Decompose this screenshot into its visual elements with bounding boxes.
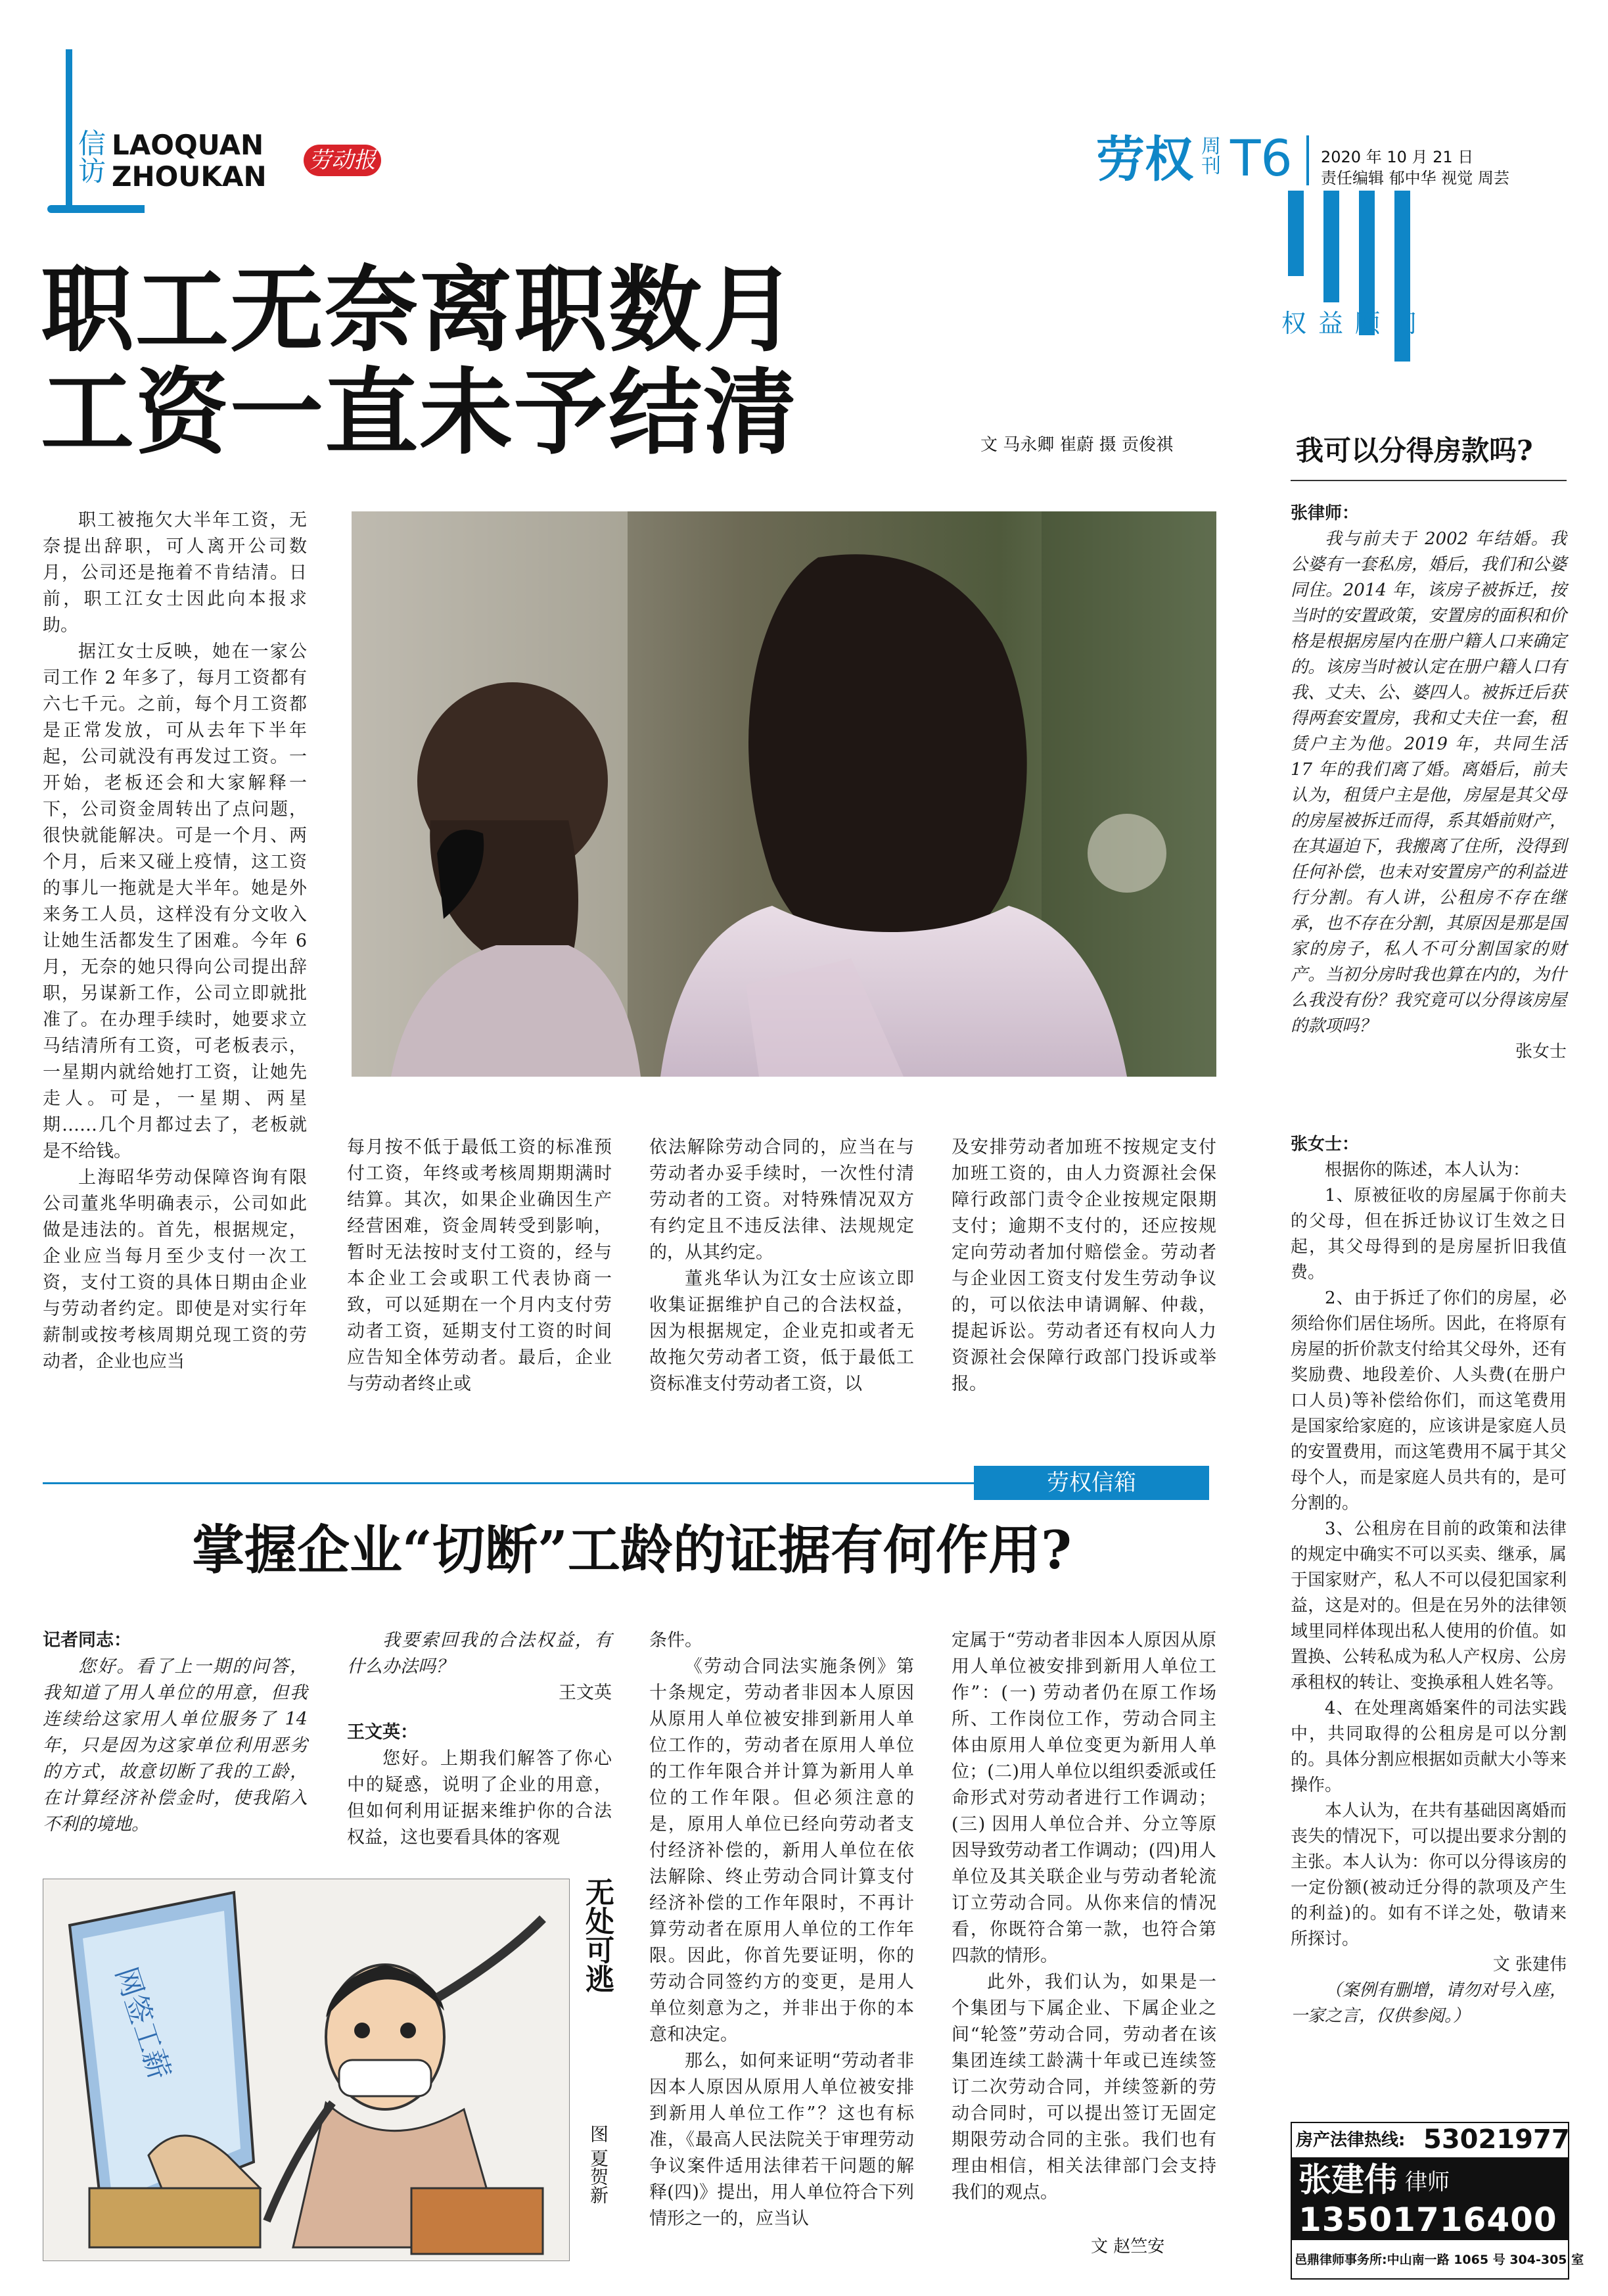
mailbox-col2-reply: 您好。上期我们解答了你心中的疑惑，说明了企业的用意，但如何利用证据来维护你的合法权益，这也要看具体的客观 bbox=[347, 1748, 612, 1848]
mailbox-byline: 文 赵竺安 bbox=[1091, 2237, 1165, 2257]
main-story-col3 bbox=[649, 1135, 914, 1411]
cartoon-illustration bbox=[43, 1879, 569, 2261]
ad-lawyer-name: 张建伟 bbox=[1298, 2160, 1397, 2199]
sidebar-reply-para3: 2、由于拆迁了你们的房屋，必须给你们居住场所。因此，在将原有房屋的折价款支付给其父母外，还有奖励费、地段差价、人头费(在册户口人员)等补偿给你们，而这笔费用是国家给家庭的，应该讲是家庭人员的安置费用，而这笔费用不属于其父母个人，而是家庭人员共有的，是可分割的。 bbox=[1291, 1288, 1567, 1513]
main-col1-para1: 职工被拖欠大半年工资，无奈提出辞职，可人离开公司数月，公司还是拖着不肯结清。日前，职工江女士因此向本报求助。 bbox=[43, 510, 307, 636]
mailbox-col4 bbox=[952, 1628, 1216, 2232]
ad-firm: 邑鼎律师事务所:中山南一路 1065 号 304-305 室 bbox=[1295, 2253, 1584, 2267]
mailbox-col2-letter: 我要索回我的合法权益，有什么办法吗？ bbox=[347, 1630, 612, 1677]
issue-date: 2020 年 10 月 21 日 bbox=[1321, 148, 1474, 166]
ad-hotline: 53021977 bbox=[1423, 2124, 1570, 2155]
mailbox-col1-label: 记者同志： bbox=[43, 1630, 131, 1651]
sidebar-reply bbox=[1291, 1132, 1567, 2092]
mailbox-label: 劳权信箱 bbox=[974, 1466, 1209, 1500]
sidebar-letter bbox=[1291, 501, 1567, 1119]
sidebar-title-rule bbox=[1291, 480, 1567, 481]
page-number: T6 bbox=[1230, 129, 1293, 187]
ad-hotline-label: 房产法律热线: bbox=[1296, 2130, 1406, 2150]
cartoon-screen-text: 网签工薪 bbox=[108, 1963, 177, 2084]
sidebar-reply-para2: 1、原被征收的房屋属于你前夫的父母，但在拆迁协议订生效之日起，其父母得到的是房屋折旧我值费。 bbox=[1291, 1186, 1567, 1282]
paper-logo: 劳动报 bbox=[304, 145, 381, 176]
mailbox-col3-para1: 条件。 bbox=[649, 1630, 702, 1651]
ad-dark-panel bbox=[1292, 2157, 1568, 2240]
mailbox-col3-para2: 《劳动合同法实施条例》第十条规定，劳动者非因本人原因从原用人单位被安排到新用人单位工作的，劳动者在原用人单位的工作年限合并计算为新用人单位的工作年限。但必须注意的是，原用人单位已经向劳动者支付经济补偿的，新用人单位在依法解除、终止劳动合同计算支付经济补偿的工作年限时，不再计算劳动者在原用人单位的工作年限。因此，你首先要证明，你的劳动合同签约方的变更，是用人单位刻意为之，并非出于你的本意和决定。 bbox=[649, 1656, 914, 2045]
masthead-en-top: LAOQUAN bbox=[112, 129, 264, 161]
sidebar-question-title: 我可以分得房款吗? bbox=[1296, 434, 1533, 467]
main-col3-para2: 董兆华认为江女士应该立即收集证据维护自己的合法权益，因为根据规定，企业克扣或者无故拖欠劳动者工资，低于最低工资标准支付劳动者工资，以 bbox=[649, 1269, 914, 1394]
sidebar-reply-label: 张女士： bbox=[1291, 1135, 1360, 1154]
masthead-en-bottom: ZHOUKAN bbox=[112, 160, 267, 193]
sidebar-bar-1 bbox=[1288, 191, 1304, 276]
cartoon-credit: 图 夏贺新 bbox=[587, 2124, 609, 2204]
main-headline-line2: 工资一直未予结清 bbox=[41, 358, 798, 467]
mailbox-col1-letter: 您好。看了上一期的问答，我知道了用人单位的用意，但我连续给这家用人单位服务了 14 年，只是因为这家单位利用恶劣的方式，故意切断了我的工龄，在计算经济补偿金时，使我陷入不利的境地。 bbox=[43, 1656, 308, 1835]
sidebar-letter-text: 我与前夫于 2002 年结婚。我公婆有一套私房，婚后，我们和公婆同住。2014 年，该房子被拆迁，按当时的安置政策，安置房的面积和价格是根据房屋内在册户籍人口来确定的。该房当时被认定在册户籍人口有我、丈夫、公、婆四人。被拆迁后获得两套安置房，我和丈夫住一套，租赁户主为他。2019 年，共同生活 17 年的我们离了婚。离婚后，前夫认为，租赁户主是他，房屋是其父母的房屋被拆迁而得，系其婚前财产，在其逼迫下，我搬离了住所，没得到任何补偿，也未对安置房产的利益进行分割。有人讲，公租房不存在继承，也不存在分割，其原因是那是国家的房子，私人不可分割国家的财产。当初分房时我也算在内的，为什么我没有份？我究竟可以分得该房屋的款项吗？ bbox=[1291, 529, 1567, 1036]
mailbox-col3-para3: 那么，如何来证明“劳动者非因本人原因从原用人单位被安排到新用人单位工作”？这也有标准，《最高人民法院关于审理劳动争议案件适用法律若干问题的解释(四)》提出，用人单位符合下列情形之一的，应当认 bbox=[649, 2051, 914, 2229]
sidebar-reply-para4: 3、公租房在目前的政策和法律的规定中确实不可以买卖、继承，属于国家财产，私人不可以侵犯国家利益，这是对的。但是在另外的法律领域里同样体现出私人使用的价值。如置换、公转私成为私人产权房、公房承租权的转让、变换承租人姓名等。 bbox=[1291, 1519, 1567, 1693]
cartoon-title: 无处可逃 bbox=[580, 1877, 614, 1993]
main-byline: 文 马永卿 崔蔚 摄 贡俊祺 bbox=[980, 435, 1174, 455]
mailbox-col4-para1: 定属于“劳动者非因本人原因从原用人单位被安排到新用人单位工作”：(一) 劳动者仍在原工作场所、工作岗位工作，劳动合同主体由原用人单位变更为新用人单位；(二)用人单位以组织委派或任命形式对劳动者进行工作调动；(三) 因用人单位合并、分立等原因导致劳动者工作调动；(四)用人单位及其关联企业与劳动者轮流订立劳动合同。从你来信的情况看，你既符合第一款，也符合第四款的情形。 bbox=[952, 1630, 1216, 1966]
photo-two-women-back-view bbox=[352, 511, 1216, 1077]
sidebar-bar-2 bbox=[1323, 191, 1339, 302]
mailbox-col2-reply-label: 王文英： bbox=[347, 1722, 418, 1743]
mailbox-col2-letter-sign: 王文英 bbox=[559, 1683, 612, 1703]
main-col3-para1: 依法解除劳动合同的，应当在与劳动者办妥手续时，一次性付清劳动者的工资。对特殊情况双方有约定且不违反法律、法规规定的，从其约定。 bbox=[649, 1137, 914, 1263]
sidebar-vertical-label: 权益顾问 bbox=[1281, 309, 1429, 338]
sidebar-reply-para5: 4、在处理离婚案件的司法实践中，共同取得的公租房是可以分割的。具体分割应根据如贡献大小等来操作。 bbox=[1291, 1699, 1567, 1795]
sidebar-reply-para1: 根据你的陈述，本人认为： bbox=[1325, 1160, 1530, 1180]
ad-phone: 13501716400 bbox=[1298, 2201, 1557, 2239]
masthead-left-cn: 信访 bbox=[74, 129, 106, 184]
main-col1-para3: 上海昭华劳动保障咨询有限公司董兆华明确表示，公司如此做是违法的。首先，根据规定，企业应当每月至少支付一次工资，支付工资的具体日期由企业与劳动者约定。即使是对实行年薪制或按考核周期兑现工资的劳动者，企业也应当 bbox=[43, 1167, 307, 1372]
main-story-col4 bbox=[952, 1135, 1216, 1411]
sidebar-reply-sign: 文 张建伟 bbox=[1492, 1955, 1567, 1975]
masthead-corner-bar-vertical bbox=[66, 49, 72, 210]
sidebar-letter-sign: 张女士 bbox=[1515, 1042, 1567, 1062]
ad-lawyer-title: 律师 bbox=[1405, 2169, 1450, 2195]
main-story-col1 bbox=[43, 507, 307, 1372]
main-col1-para2: 据江女士反映，她在一家公司工作 2 年多了，每月工资都有六七千元。之前，每个月工资都是正常发放，可从去年下半年起，公司就没有再发过工资。一开始，老板还会和大家解释一下，公司资金周转出了点问题，很快就能解决。可是一个月、两个月，后来又碰上疫情，这工资的事儿一拖就是大半年。她是外来务工人员，这样没有分文收入让她生活都发生了困难。今年 6 月，无奈的她只得向公司提出辞职，另谋新工作，公司立即就批准了。在办理手续时，她要求立马结清所有工资，可老板表示，一星期内就给她打工资，让她先走人。可是，一星期、两星期……几个月都过去了，老板就是不给钱。 bbox=[43, 642, 307, 1161]
main-headline-line1: 职工无奈离职数月 bbox=[41, 256, 798, 365]
section-name: 劳权 bbox=[1096, 131, 1193, 188]
masthead-corner-bar-horizontal bbox=[47, 205, 145, 213]
main-photo bbox=[352, 511, 1216, 1077]
cartoon-image bbox=[43, 1879, 570, 2261]
sidebar-note: （案例有删增，请勿对号入座，一家之言，仅供参阅。） bbox=[1291, 1980, 1567, 2026]
mailbox-col4-para2: 此外，我们认为，如果是一个集团与下属企业、下属企业之间“轮签”劳动合同，劳动者在该集团连续工龄满十年或已连续签订二次劳动合同，并续签新的劳动合同时，可以提出签订无固定期限劳动合同的主张。我们也有理由相信，相关法律部门会支持我们的观点。 bbox=[952, 1972, 1216, 2203]
mailbox-col3 bbox=[649, 1628, 914, 2259]
editors: 责任编辑 郁中华 视觉 周芸 bbox=[1321, 169, 1509, 187]
sidebar-reply-para6: 本人认为，在共有基础因离婚而丧失的情况下，可以提出要求分割的主张。本人认为：你可以分得该房的一定份额(被动迁分得的款项及产生的利益)的。如有不详之处，敬请来所探讨。 bbox=[1291, 1801, 1567, 1949]
main-story-col2 bbox=[347, 1135, 612, 1411]
mailbox-col1 bbox=[43, 1628, 308, 1864]
mailbox-headline: 掌握企业“切断”工龄的证据有何作用? bbox=[192, 1519, 1072, 1581]
section-name-small: 周刊 bbox=[1197, 135, 1220, 175]
main-col4-text: 及安排劳动者加班不按规定支付加班工资的，由人力资源社会保障行政部门责令企业按规定限期支付；逾期不支付的，还应按规定向劳动者加付赔偿金。劳动者与企业因工资支付发生劳动争议的，可以依法申请调解、仲裁，提起诉讼。劳动者还有权向人力资源社会保障行政部门投诉或举报。 bbox=[952, 1137, 1216, 1394]
masthead-divider bbox=[1306, 135, 1309, 185]
sidebar-letter-label: 张律师： bbox=[1291, 504, 1360, 523]
lawyer-ad bbox=[1291, 2122, 1584, 2280]
mailbox-col2 bbox=[347, 1628, 612, 1877]
main-col2-text: 每月按不低于最低工资的标准预付工资，年终或考核周期期满时结算。其次，如果企业确因生产经营困难，资金周转受到影响，暂时无法按时支付工资的，经与本企业工会或职工代表协商一致，可以延期在一个月内支付劳动者工资，延期支付工资的时间应告知全体劳动者。最后，企业与劳动者终止或 bbox=[347, 1137, 612, 1394]
